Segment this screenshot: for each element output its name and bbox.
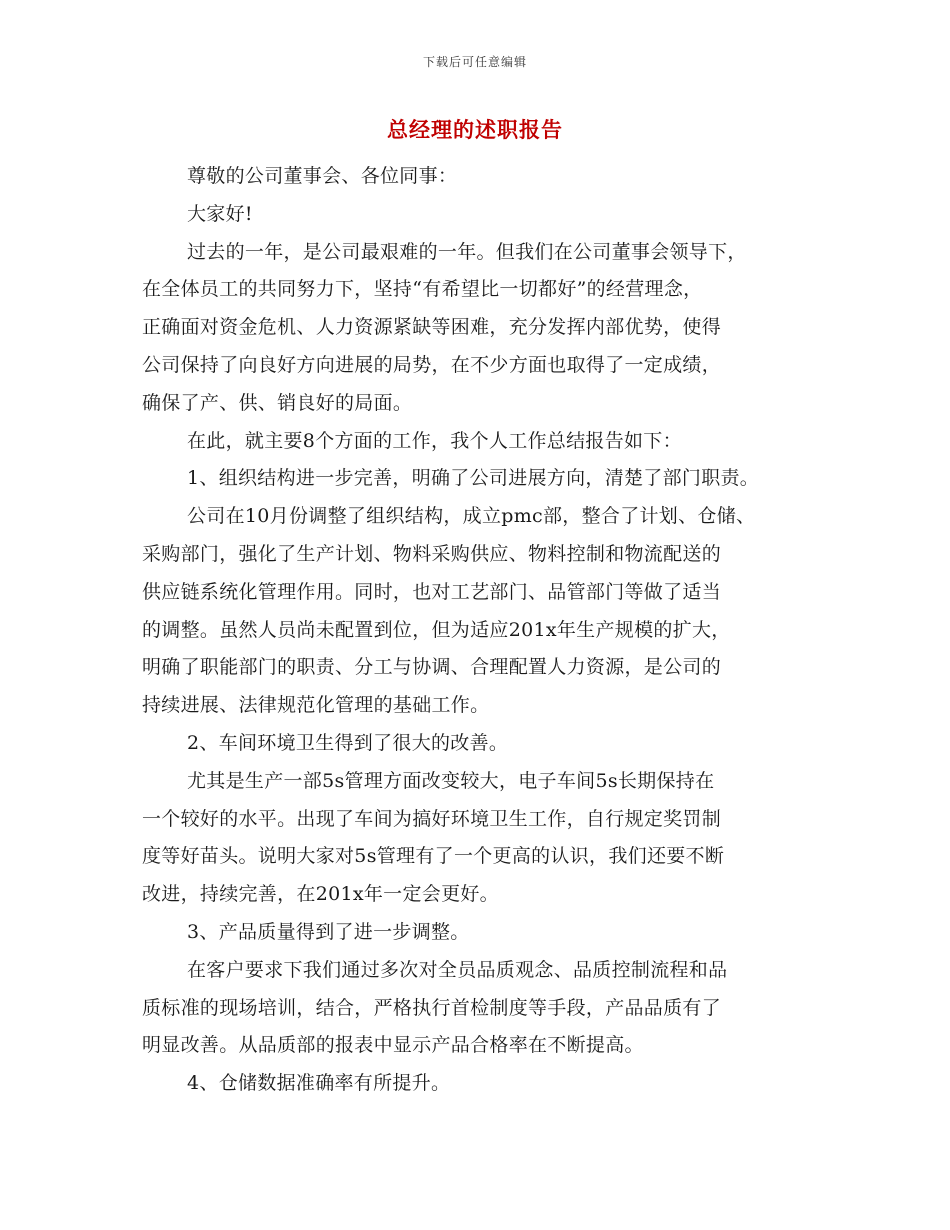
text-line: 改进，持续完善，在201x年一定会更好。 [142, 883, 499, 906]
text-line: 3、产品质量得到了进一步调整。 [187, 920, 470, 943]
page-title: 总经理的述职报告 [387, 117, 563, 142]
text-line: 公司在10月份调整了组织结构，成立pmc部，整合了计划、仓储、 [187, 505, 756, 528]
text-line: 过去的一年，是公司最艰难的一年。但我们在公司董事会领导下， [187, 240, 747, 263]
text-line: 质标准的现场培训，结合，严格执行首检制度等手段，产品品质有了 [142, 996, 722, 1019]
text-line: 的调整。虽然人员尚未配置到位，但为适应201x年生产规模的扩大， [142, 618, 731, 641]
text-line: 供应链系统化管理作用。同时，也对工艺部门、品管部门等做了适当 [142, 580, 722, 603]
text-line: 在全体员工的共同努力下，坚持“有希望比一切都好”的经营理念， [142, 278, 703, 301]
text-line: 1、组织结构进一步完善，明确了公司进展方向，清楚了部门职责。 [187, 467, 760, 490]
text-line: 确保了产、供、销良好的局面。 [142, 391, 413, 414]
text-line: 正确面对资金危机、人力资源紧缺等困难，充分发挥内部优势，使得 [142, 316, 722, 339]
text-line: 明显改善。从品质部的报表中显示产品合格率在不断提高。 [142, 1034, 644, 1057]
text-line: 一个较好的水平。出现了车间为搞好环境卫生工作，自行规定奖罚制 [142, 807, 722, 830]
text-line: 持续进展、法律规范化管理的基础工作。 [142, 694, 490, 717]
text-line: 采购部门，强化了生产计划、物料采购供应、物料控制和物流配送的 [142, 542, 722, 565]
text-line: 在客户要求下我们通过多次对全员品质观念、品质控制流程和品 [187, 958, 728, 981]
text-line: 尤其是生产一部5s管理方面改变较大，电子车间5s长期保持在 [187, 769, 715, 792]
text-line: 度等好苗头。说明大家对5s管理有了一个更高的认识，我们还要不断 [142, 845, 725, 868]
text-line: 尊敬的公司董事会、各位同事： [187, 165, 458, 187]
text-line: 大家好! [187, 202, 253, 225]
text-line: 公司保持了向良好方向进展的局势，在不少方面也取得了一定成绩， [142, 353, 722, 376]
text-line: 2、车间环境卫生得到了很大的改善。 [187, 731, 509, 754]
header-note: 下载后可任意编辑 [422, 55, 527, 69]
document-body [142, 158, 822, 1103]
text-line: 4、仓储数据准确率有所提升。 [187, 1072, 451, 1095]
text-line: 在此，就主要8个方面的工作，我个人工作总结报告如下： [187, 429, 682, 452]
text-line: 明确了职能部门的职责、分工与协调、合理配置人力资源，是公司的 [142, 656, 722, 679]
